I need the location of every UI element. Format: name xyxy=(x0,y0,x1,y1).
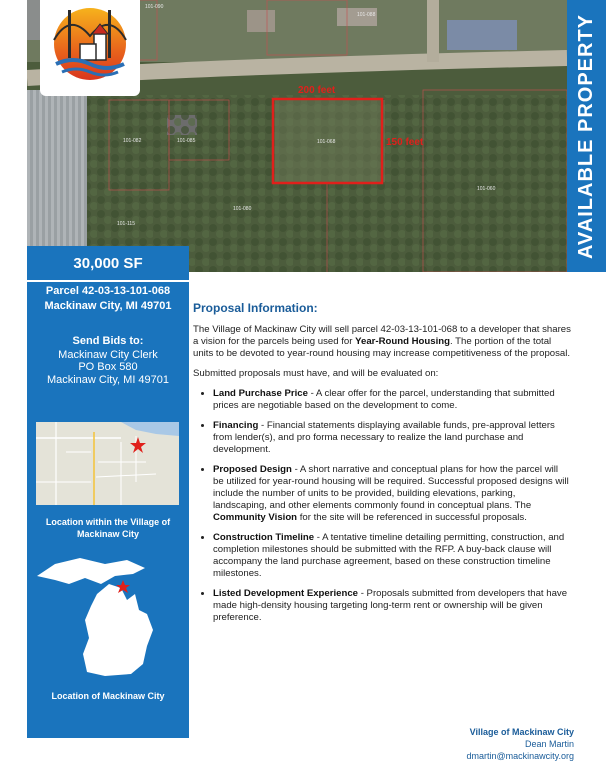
bids-recipient: Mackinaw City Clerk xyxy=(58,348,158,361)
michigan-outline-graphic xyxy=(35,554,181,679)
organization-name: Village of Mackinaw City xyxy=(469,727,574,737)
height-dimension-label: 150 feet xyxy=(386,137,424,148)
width-dimension-label: 200 feet xyxy=(298,85,336,96)
send-bids-info xyxy=(27,335,189,386)
requirements-intro: Submitted proposals must have, and will be evaluated on: xyxy=(193,368,439,379)
proposal-information xyxy=(193,302,571,632)
list-item: • Financing - Financial statements displaying available funds, pre-approval letters from lender(s), and pro forma necessary to realize the land purchase and development. xyxy=(213,420,571,456)
village-map-caption: Location within the Village of Mackinaw City xyxy=(45,517,171,539)
parcel-info xyxy=(27,284,189,314)
lighthouse-bridge-logo-icon xyxy=(40,0,140,96)
bids-heading: Send Bids to: xyxy=(72,335,144,347)
bids-po-box: PO Box 580 xyxy=(78,361,138,373)
parcel-label: 101-060 xyxy=(477,186,496,192)
list-item: • Land Purchase Price - A clear offer for the parcel, understanding that submitted prices are negotiable based on the development to come. xyxy=(213,388,571,412)
list-item: • Listed Development Experience - Proposals submitted from developers that have made high-density housing targeting long-term rent or ownership will be given preference. xyxy=(213,588,571,624)
requirements-list xyxy=(193,388,571,624)
village-logo xyxy=(40,0,140,96)
sidebar xyxy=(27,246,189,738)
contact-name: Dean Martin xyxy=(524,739,574,749)
banner-title: AVAILABLE PROPERTY xyxy=(575,13,597,259)
intro-paragraph: The Village of Mackinaw City will sell parcel 42-03-13-101-068 to a developer that shares a vision for the parcels being used for Year-Round Housing. The portion of the total units to be devoted to year-round housing may increase competitiveness of the proposal. xyxy=(193,324,571,359)
bids-city: Mackinaw City, MI 49701 xyxy=(46,373,170,386)
parcel-label: 101-115 xyxy=(117,221,135,227)
michigan-map xyxy=(35,554,181,679)
village-map-graphic xyxy=(36,422,179,505)
village-location-map xyxy=(36,422,179,505)
list-item: • Proposed Design - A short narrative and conceptual plans for how the parcel will be utilized for year-round housing will be required. Successful proposed designs will include the number of units to be provided, building elevations, parking, landscaping, and other elements commonly found in conceptual plans. The Community Vision for the site will be referenced in successful proposals. xyxy=(213,464,571,524)
contact-email[interactable]: dmartin@mackinawcity.org xyxy=(466,751,574,761)
parcel-label: 101-082 xyxy=(123,138,142,144)
parcel-label: 101-068 xyxy=(317,139,336,145)
parcel-area: 30,000 SF xyxy=(27,246,189,282)
parcel-label: 101-085 xyxy=(177,138,196,144)
michigan-map-caption: Location of Mackinaw City xyxy=(51,691,165,701)
available-property-banner xyxy=(567,0,606,272)
parcel-city: Mackinaw City, MI 49701 xyxy=(44,300,172,312)
contact-footer xyxy=(467,726,575,762)
parcel-id: Parcel 42-03-13-101-068 xyxy=(45,285,171,297)
list-item: • Construction Timeline - A tentative timeline detailing permitting, construction, and completion milestones should be submitted with the RFP. A buy-back clause will accompany the land purchase agreement, based on these construction timeline milestones. xyxy=(213,532,571,580)
parcel-label: 101-080 xyxy=(233,206,252,212)
section-heading: Proposal Information: xyxy=(193,301,318,315)
parcel-label: 101-088 xyxy=(357,12,376,18)
parcel-label: 101-090 xyxy=(145,4,164,10)
